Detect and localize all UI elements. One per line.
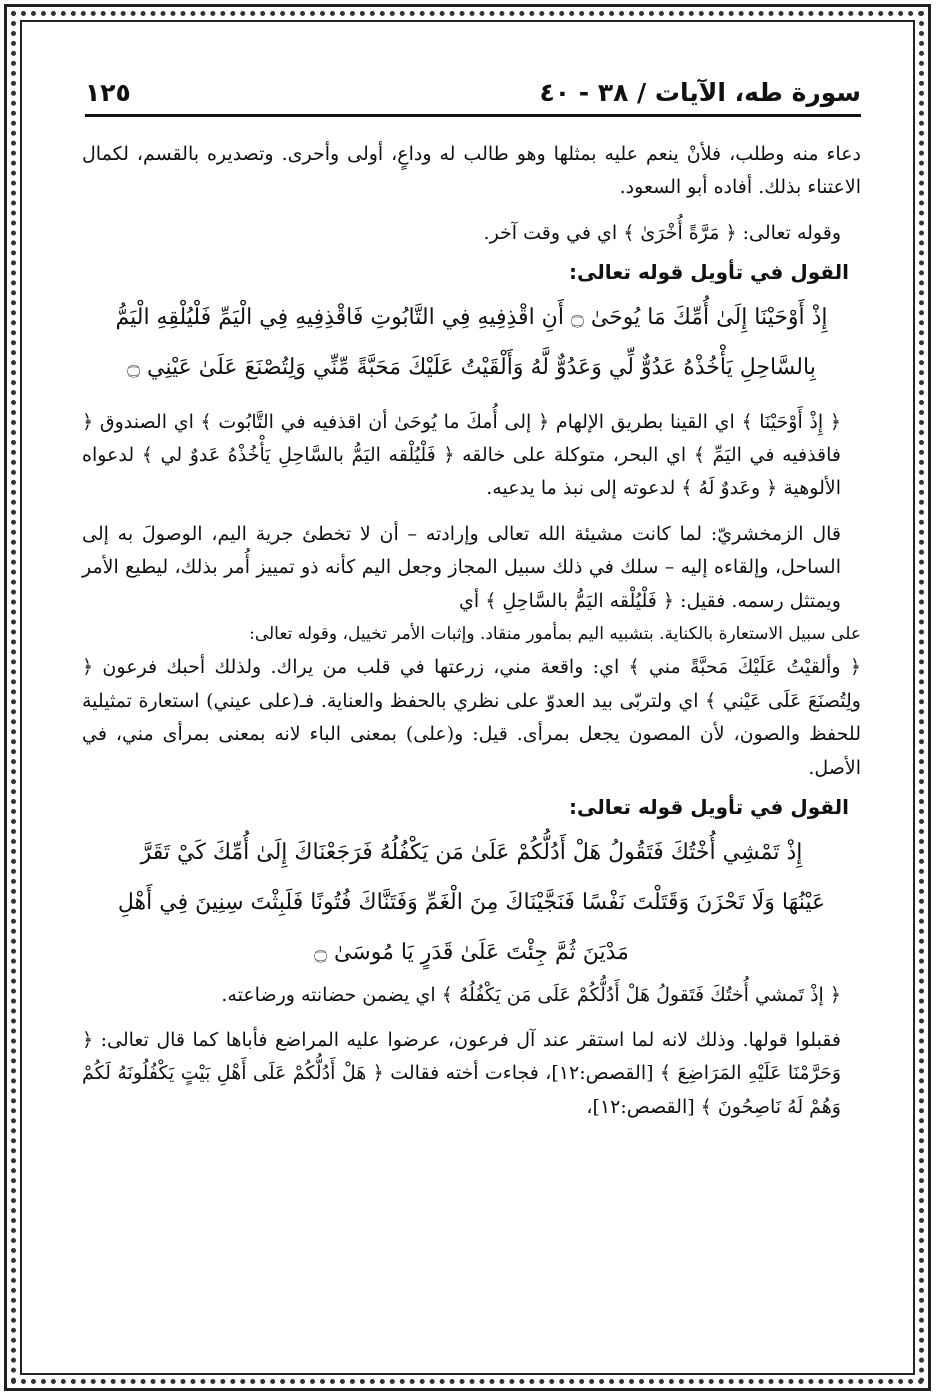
paragraph-3: ﴿ إِذْ أَوْحَيْنَا ﴾ اي القينا بطريق الإلهام ﴿ إلى أُمكَ ما يُوحَىٰ أن اقذفيه في التَّابُوت ﴾ اي الصندوق ﴿ فاقذفيه في اليَمِّ ﴾ اي البحر، متوكلة على خالقه ﴿ فَلْيُلْقه اليَمُّ بالسَّاحِلِ يَأْخُذْهُ عَدوٌ لي ﴾ لدعواه الألوهية ﴿ وعَدوٌ لَهُ ﴾ لدعوته إلى نبذ ما يدعيه. — [82, 410, 841, 500]
verse-1-line-2 — [82, 344, 861, 392]
verse-1-line-2-text: بِالسَّاحِلِ يَأْخُذْهُ عَدُوٌّ لِّي وَعَدُوٌّ لَّهُ وَأَلْقَيْتُ عَلَيْكَ مَحَبَّةً مِّنِّي وَلِتُصْنَعَ عَلَىٰ عَيْنِي ۝ — [127, 354, 816, 380]
page-body — [82, 138, 861, 1337]
verse-2-line-1: إِذْ تَمْشِي أُخْتُكَ فَتَقُولُ هَلْ أَدُلُّكُمْ عَلَىٰ مَن يَكْفُلُهُ فَرَجَعْنَاكَ إِلَىٰ أُمِّكَ كَيْ تَقَرَّ — [140, 839, 803, 865]
verse-2-line-3: مَدْيَنَ ثُمَّ جِئْتَ عَلَىٰ قَدَرٍ يَا مُوسَىٰ ۝ — [314, 939, 629, 965]
paragraph-7: ﴿ إذْ تَمشي أُختُكَ فَتَقولُ هَلْ أَدُلُّكُمْ عَلَى مَن يَكْفُلُهُ ﴾ اي يضمن حضانته ورضاعته. — [221, 983, 841, 1006]
paragraph-2: وقوله تعالى: ﴿ مَرَّةً أُخْرَىٰ ﴾ اي في وقت آخر. — [483, 221, 841, 244]
page-number: ١٢٥ — [85, 77, 131, 107]
paragraph-6: ﴿ وألقيْتُ عَلَيْكَ مَحبَّةً مني ﴾ اي: واقعة مني، زرعتها في قلب من يراك. ولذلك أحبك فرعون ﴿ ولِتُصنَعَ عَلَى عَيْني ﴾ اي ولتربّى بيد العدوّ على نظري بالحفظ والعناية. فـ(على عيني) استعارة تمثيلية للحفظ والصون، لأن المصون يجعل بمرأى. قيل: و(على) بمعنى الباء لانه بمعنى بمرأى مني، في الأصل. — [82, 656, 861, 779]
paragraph-4: قال الزمخشريّ: لما كانت مشيئة الله تعالى وإرادته – أن لا تخطئ جرية اليم، الوصولَ به إلى الساحل، وإلقاءه إليه – سلك في ذلك سبيل المجاز وجعل اليم كأنه ذو تمييز أُمر بذلك، ليطيع الأمر ويمتثل رسمه. فقيل: ﴿ فَلْيُلْقه اليَمُّ بالسَّاحِلِ ﴾ أي — [82, 522, 841, 612]
section-heading-2: القول في تأويل قوله تعالى: — [569, 795, 849, 820]
section-heading-1: القول في تأويل قوله تعالى: — [569, 260, 849, 285]
paragraph-8: فقبلوا قولها. وذلك لانه لما استقر عند آل فرعون، عرضوا عليه المراضع فأباها كما قال تعالى: ﴿ وَحَرَّمْنَا عَلَيْهِ المَرَاضِعَ ﴾ [القصص:١٢]، فجاءت أخته فقالت ﴿ هَلْ أَدُلُّكُمْ عَلَى أَهْلِ بَيْتٍ يَكْفُلُونَهُ لَكُمْ وَهُمْ لَهُ نَاصِحُونَ ﴾ [القصص:١٢]، — [82, 1028, 842, 1118]
running-title: سورة طه، الآيات / ٣٨ - ٤٠ — [539, 77, 861, 107]
verse-1-line-1-text: إِذْ أَوْحَيْنَا إِلَىٰ أُمِّكَ مَا يُوحَىٰ ۝ أَنِ اقْذِفِيهِ فِي التَّابُوتِ فَاقْذِفِيهِ فِي الْيَمِّ فَلْيُلْقِهِ الْيَمُّ — [115, 304, 828, 330]
paragraph-1: دعاء منه وطلب، فلأنْ ينعم عليه بمثلها وهو طالب له وداعٍ، أولى وأحرى. وتصديره بالقسم، لكمال الاعتناء بذلك. أفاده أبو السعود. — [82, 143, 861, 199]
running-header — [85, 70, 861, 117]
verse-2-line-2: عَيْنُهَا وَلَا تَحْزَنَ وَقَتَلْتَ نَفْسًا فَنَجَّيْنَاكَ مِنَ الْغَمِّ وَفَتَنَّاكَ فُتُونًا فَلَبِثْتَ سِنِينَ فِي أَهْلِ — [117, 889, 826, 915]
verse-1-line-1 — [82, 294, 861, 342]
paragraph-5: على سبيل الاستعارة بالكناية. بتشبيه اليم بمأمور منقاد. وإثبات الأمر تخييل، وقوله تعالى: — [249, 624, 861, 645]
